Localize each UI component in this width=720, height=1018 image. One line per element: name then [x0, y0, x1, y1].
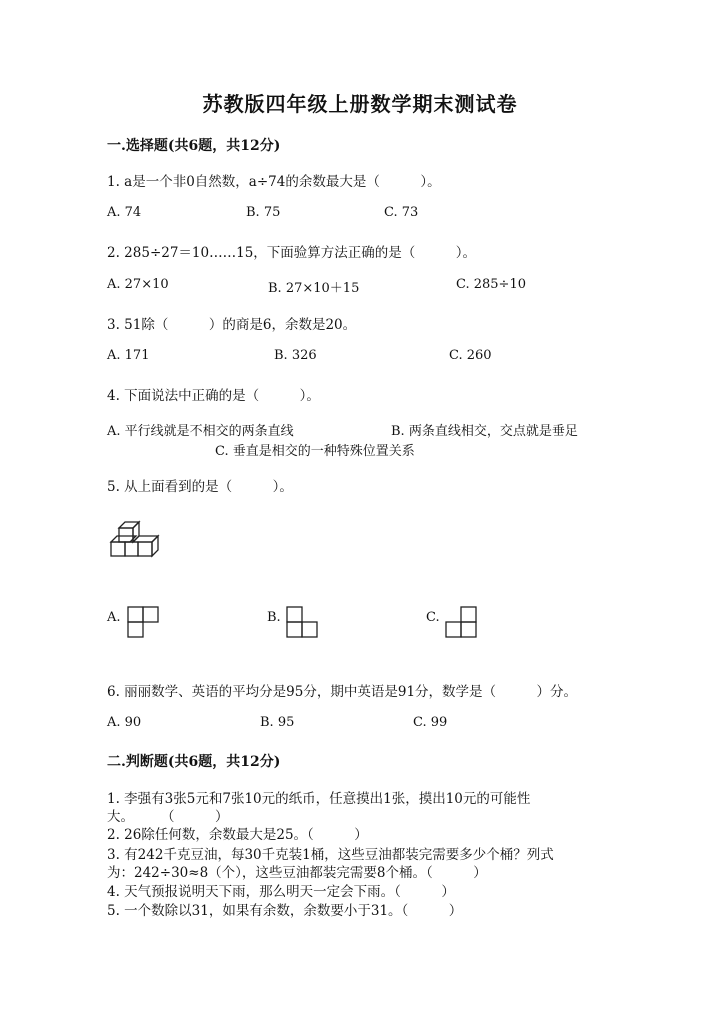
q4-option-b[interactable]: B. 两条直线相交，交点就是垂足 [391, 424, 578, 439]
q1-option-c[interactable]: C. 73 [384, 205, 419, 220]
q3-option-b[interactable]: B. 326 [274, 348, 317, 363]
view-b-icon [286, 606, 318, 638]
q5-option-c[interactable]: C. [426, 610, 440, 625]
question-2: 2. 285÷27＝10……15，下面验算方法正确的是（ ）。 [107, 245, 477, 261]
q4-option-a[interactable]: A. 平行线就是不相交的两条直线 [107, 424, 294, 439]
q2-option-b[interactable]: B. 27×10＋15 [268, 281, 360, 296]
judgement-2: 2. 26除任何数，余数最大是25。（ ） [107, 827, 368, 843]
q6-option-a[interactable]: A. 90 [107, 715, 142, 730]
q3-option-c[interactable]: C. 260 [449, 348, 492, 363]
q6-option-b[interactable]: B. 95 [260, 715, 295, 730]
view-c-icon [445, 606, 477, 638]
q2-option-c[interactable]: C. 285÷10 [456, 277, 526, 292]
question-4: 4. 下面说法中正确的是（ ）。 [107, 388, 320, 404]
q1-option-a[interactable]: A. 74 [107, 205, 142, 220]
section-heading-judgement: 二.判断题(共6题，共12分) [107, 754, 281, 770]
judgement-3-line-1: 3. 有242千克豆油，每30千克装1桶，这些豆油都装完需要多少个桶？列式 [107, 847, 554, 863]
judgement-1-line-2: 大。 （ ） [107, 809, 229, 825]
question-6: 6. 丽丽数学、英语的平均分是95分，期中英语是91分，数学是（ ）分。 [107, 684, 578, 700]
judgement-4: 4. 天气预报说明天下雨，那么明天一定会下雨。（ ） [107, 884, 455, 900]
section-heading-choice: 一.选择题(共6题，共12分) [107, 138, 281, 154]
question-5: 5. 从上面看到的是（ ）。 [107, 479, 293, 495]
q5-option-a[interactable]: A. [107, 610, 121, 625]
q1-option-b[interactable]: B. 75 [246, 205, 281, 220]
q2-option-a[interactable]: A. 27×10 [107, 277, 169, 292]
q6-option-c[interactable]: C. 99 [413, 715, 448, 730]
question-1: 1. a是一个非0自然数，a÷74的余数最大是（ ）。 [107, 174, 441, 190]
judgement-1-line-1: 1. 李强有3张5元和7张10元的纸币，任意摸出1张，摸出10元的可能性 [107, 791, 531, 807]
page-title: 苏教版四年级上册数学期末测试卷 [202, 92, 518, 116]
cube-stack-figure [108, 522, 164, 564]
q5-option-b[interactable]: B. [267, 610, 281, 625]
view-a-icon [127, 606, 159, 638]
q4-option-c[interactable]: C. 垂直是相交的一种特殊位置关系 [215, 444, 415, 459]
question-3: 3. 51除（ ）的商是6，余数是20。 [107, 317, 357, 333]
judgement-3-line-2: 为：242÷30≈8（个），这些豆油都装完需要8个桶。（ ） [107, 865, 487, 881]
judgement-5: 5. 一个数除以31，如果有余数，余数要小于31。（ ） [107, 903, 463, 919]
q3-option-a[interactable]: A. 171 [107, 348, 150, 363]
